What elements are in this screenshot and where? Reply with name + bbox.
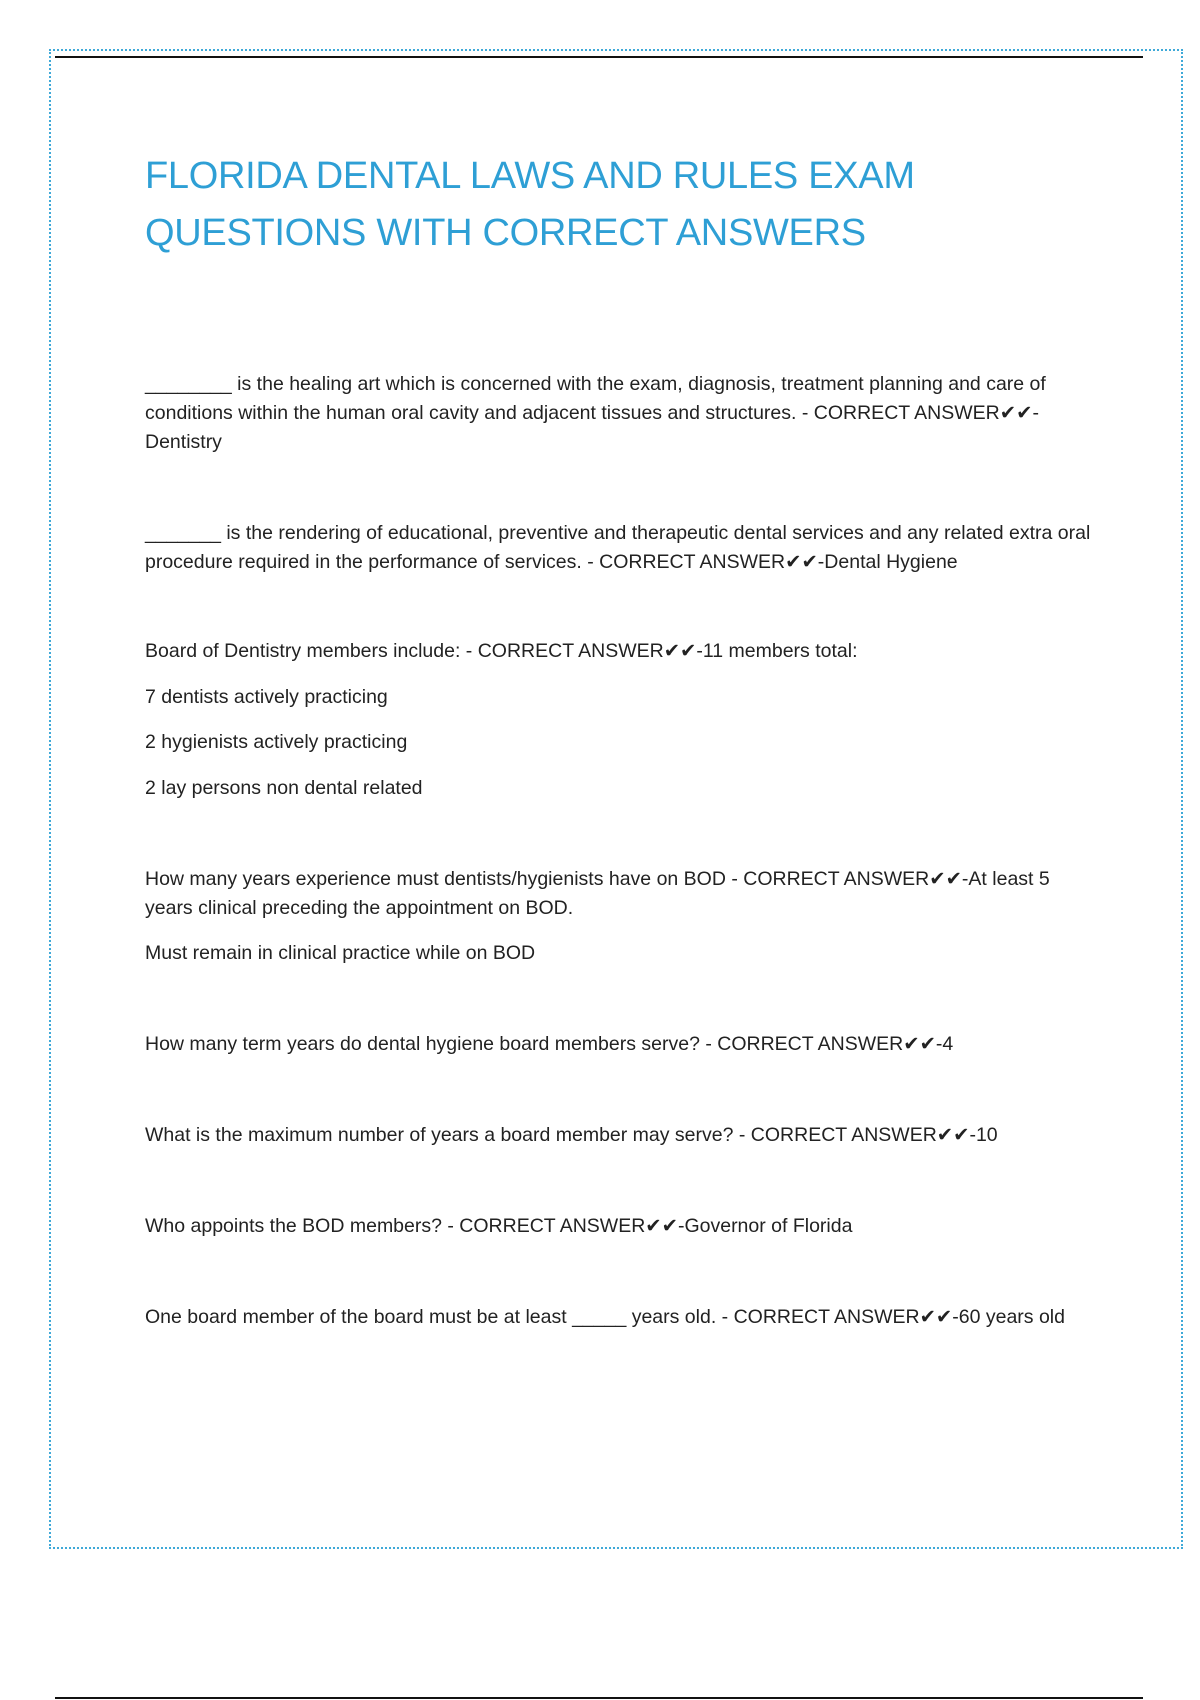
qa-item-age: One board member of the board must be at least _____ years old. - CORRECT ANSWER✔✔-60 years old (145, 1306, 1065, 1328)
document-title (145, 148, 1105, 262)
qa-detail-hygienists: 2 hygienists actively practicing (145, 731, 408, 753)
document-title-line-2: QUESTIONS WITH CORRECT ANSWERS (145, 212, 866, 254)
qa-item-dentistry: ________ is the healing art which is concerned with the exam, diagnosis, treatment planning and care of conditions within the human oral cavity and adjacent tissues and structures. - CORRECT ANSWER✔✔-Dentistry (145, 373, 1046, 453)
qa-detail-lay-persons: 2 lay persons non dental related (145, 777, 423, 799)
footer-rule (55, 1697, 1143, 1699)
qa-item-dental-hygiene: _______ is the rendering of educational, preventive and therapeutic dental services and any related extra oral procedure required in the performance of services. - CORRECT ANSWER✔✔-Dental Hygiene (145, 522, 1091, 573)
qa-item-appoints: Who appoints the BOD members? - CORRECT ANSWER✔✔-Governor of Florida (145, 1215, 853, 1237)
document-title-line-1: FLORIDA DENTAL LAWS AND RULES EXAM (145, 155, 915, 197)
qa-detail-clinical-practice: Must remain in clinical practice while on BOD (145, 942, 536, 964)
qa-item-term-years: How many term years do dental hygiene board members serve? - CORRECT ANSWER✔✔-4 (145, 1033, 954, 1055)
header-rule (55, 56, 1143, 58)
qa-item-experience: How many years experience must dentists/hygienists have on BOD - CORRECT ANSWER✔✔-At least 5 years clinical preceding the appointment on BOD. (145, 868, 1050, 919)
qa-detail-dentists: 7 dentists actively practicing (145, 686, 388, 708)
qa-item-max-years: What is the maximum number of years a board member may serve? - CORRECT ANSWER✔✔-10 (145, 1124, 998, 1146)
qa-item-board-members: Board of Dentistry members include: - CORRECT ANSWER✔✔-11 members total: (145, 640, 858, 662)
